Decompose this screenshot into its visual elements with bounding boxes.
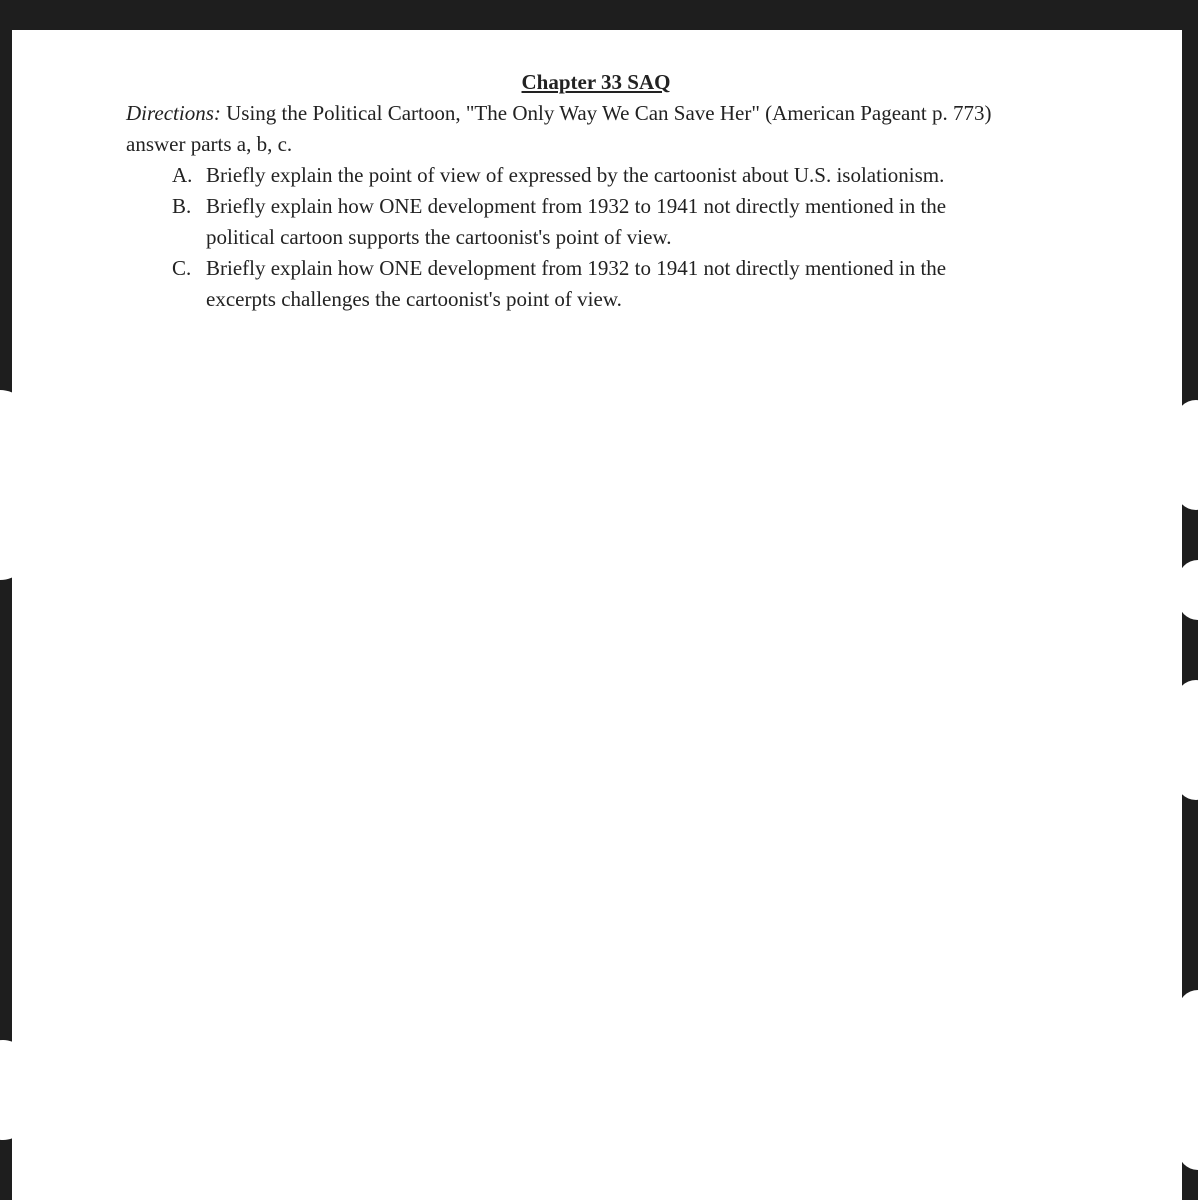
part-text: Briefly explain how ONE development from 1932 to 1941 not directly mentioned in the excerpts challenges the cartoonist's point of view. [206, 256, 947, 311]
right-edge-shape-3 [1176, 680, 1198, 800]
directions-label: Directions: [126, 101, 221, 125]
directions-text: Using the Political Cartoon, "The Only Way We Can Save Her" (American Pageant p. 773) answer parts a, b, c. [126, 101, 992, 156]
question-part-b [126, 191, 1016, 253]
left-edge-shape-1 [0, 390, 30, 580]
part-marker: C. [172, 256, 192, 280]
right-edge-shape-1 [1176, 400, 1198, 510]
question-parts-list [126, 160, 1066, 315]
part-marker: A. [172, 163, 193, 187]
part-text: Briefly explain how ONE development from 1932 to 1941 not directly mentioned in the political cartoon supports the cartoonist's point of view. [206, 194, 947, 249]
directions-paragraph [126, 98, 1051, 160]
page-title: Chapter 33 SAQ [521, 70, 671, 94]
part-marker: B. [172, 194, 192, 218]
right-edge-shape-4 [1178, 990, 1198, 1170]
part-text: Briefly explain the point of view of expressed by the cartoonist about U.S. isolationism. [206, 163, 945, 187]
left-edge-shape-2 [0, 1040, 28, 1140]
question-part-c [126, 253, 1016, 315]
right-edge-shape-2 [1178, 560, 1198, 620]
question-part-a [126, 160, 1016, 191]
document-content [126, 68, 1066, 315]
